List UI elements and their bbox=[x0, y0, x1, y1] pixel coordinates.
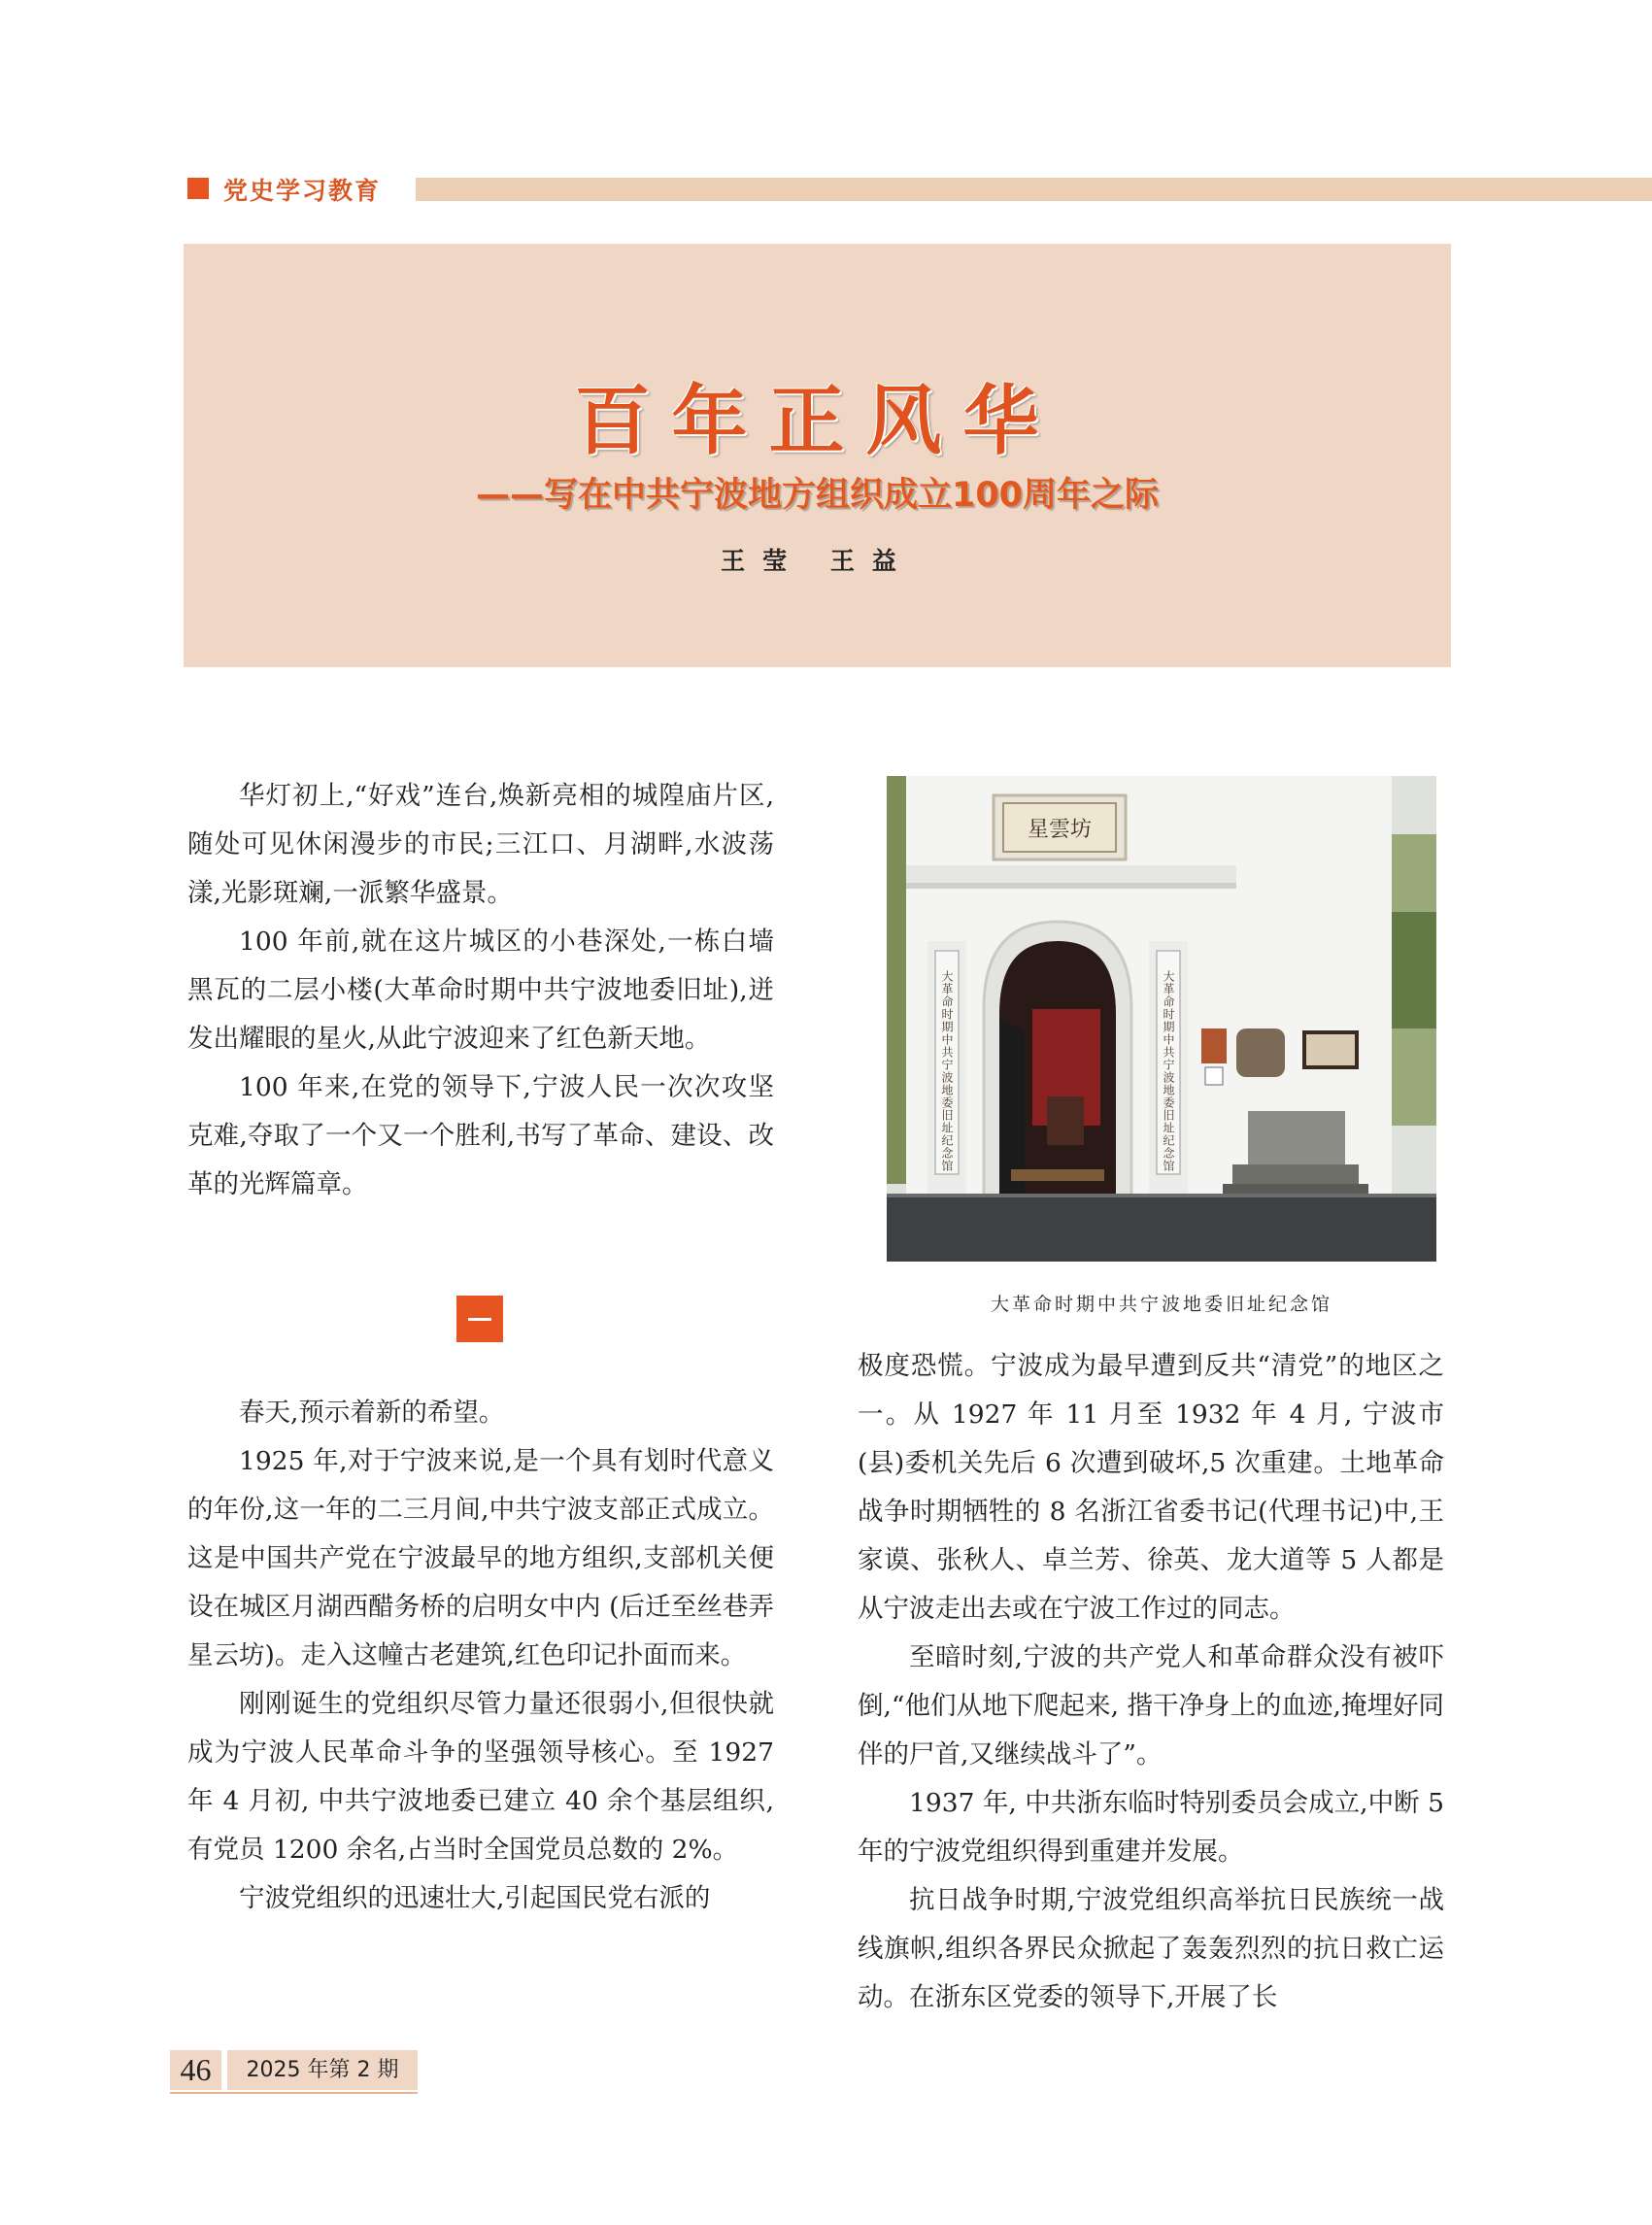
footer-rule bbox=[170, 2092, 418, 2094]
paragraph: 抗日战争时期,宁波党组织高举抗日民族统一战线旗帜,组织各界民众掀起了轰轰烈烈的抗日救亡运动。在浙东区党委的领导下,开展了长 bbox=[858, 1885, 1444, 2012]
section-header-bar bbox=[416, 178, 1652, 201]
memorial-hall-illustration bbox=[887, 776, 1436, 1262]
paragraph: 极度恐慌。宁波成为最早遭到反共“清党”的地区之一。从 1927 年 11 月至 1932 年 4 月, 宁波市(县)委机关先后 6 次遭到破坏,5 次重建。土地革命战争时期牺牲的 8 名浙江省委书记(代理书记)中,王家谟、张秋人、卓兰芳、徐英、龙大道等 5 人都是从宁波走出去或在宁波工作过的同志。 bbox=[858, 1351, 1444, 1624]
plaque-text: 星雲坊 bbox=[1027, 818, 1093, 842]
paragraph: 春天,预示着新的希望。 bbox=[239, 1398, 505, 1428]
paragraph: 1925 年,对于宁波来说,是一个具有划时代意义的年份,这一年的二三月间,中共宁波支部正式成立。这是中国共产党在宁波最早的地方组织,支部机关便设在城区月湖西醋务桥的启明女中内 (后迁至丝巷弄星云坊)。走入这幢古老建筑,红色印记扑面而来。 bbox=[187, 1446, 774, 1670]
paragraph: 刚刚诞生的党组织尽管力量还很弱小,但很快就成为宁波人民革命斗争的坚强领导核心。至 1927 年 4 月初, 中共宁波地委已建立 40 余个基层组织,有党员 1200 余名,占当时全国党员总数的 2%。 bbox=[187, 1689, 774, 1865]
paragraph: 宁波党组织的迅速壮大,引起国民党右派的 bbox=[239, 1883, 711, 1913]
left-column-intro bbox=[187, 772, 774, 1209]
memorial-hall-photo bbox=[887, 776, 1436, 1262]
paragraph: 1937 年, 中共浙东临时特别委员会成立,中断 5 年的宁波党组织得到重建并发展。 bbox=[858, 1788, 1444, 1867]
section-number-badge bbox=[456, 1296, 503, 1342]
section-marker-square bbox=[187, 178, 209, 199]
photo-caption: 大革命时期中共宁波地委旧址纪念馆 bbox=[990, 1294, 1332, 1315]
paragraph: 至暗时刻,宁波的共产党人和革命群众没有被吓倒,“他们从地下爬起来, 揩干净身上的血迹,掩埋好同伴的尸首,又继续战斗了”。 bbox=[858, 1642, 1444, 1770]
section-label: 党史学习教育 bbox=[223, 177, 382, 205]
article-authors: 王莹 王益 bbox=[721, 547, 914, 575]
article-subtitle: ——写在中共宁波地方组织成立100周年之际 bbox=[475, 476, 1160, 515]
right-pillar-text: 大革命时期中共宁波地委旧址纪念馆 bbox=[1162, 970, 1175, 1172]
section-number-mark bbox=[468, 1318, 491, 1321]
paragraph: 100 年来,在党的领导下,宁波人民一次次攻坚克难,夺取了一个又一个胜利,书写了革命、建设、改革的光辉篇章。 bbox=[187, 1072, 774, 1199]
title-box bbox=[184, 244, 1451, 667]
page-number: 46 bbox=[180, 2052, 212, 2087]
paragraph: 华灯初上,“好戏”连台,焕新亮相的城隍庙片区,随处可见休闲漫步的市民;三江口、月湖畔,水波荡漾,光影斑斓,一派繁华盛景。 bbox=[187, 781, 774, 908]
left-column-section-one bbox=[187, 1389, 774, 1923]
paragraph: 100 年前,就在这片城区的小巷深处,一栋白墙黑瓦的二层小楼(大革命时期中共宁波地委旧址),迸发出耀眼的星火,从此宁波迎来了红色新天地。 bbox=[187, 927, 774, 1054]
article-title: 百年正风华 bbox=[574, 377, 1061, 465]
right-column bbox=[858, 1342, 1444, 2022]
issue-label: 2025 年第 2 期 bbox=[246, 2058, 399, 2082]
left-pillar-text: 大革命时期中共宁波地委旧址纪念馆 bbox=[940, 970, 954, 1172]
